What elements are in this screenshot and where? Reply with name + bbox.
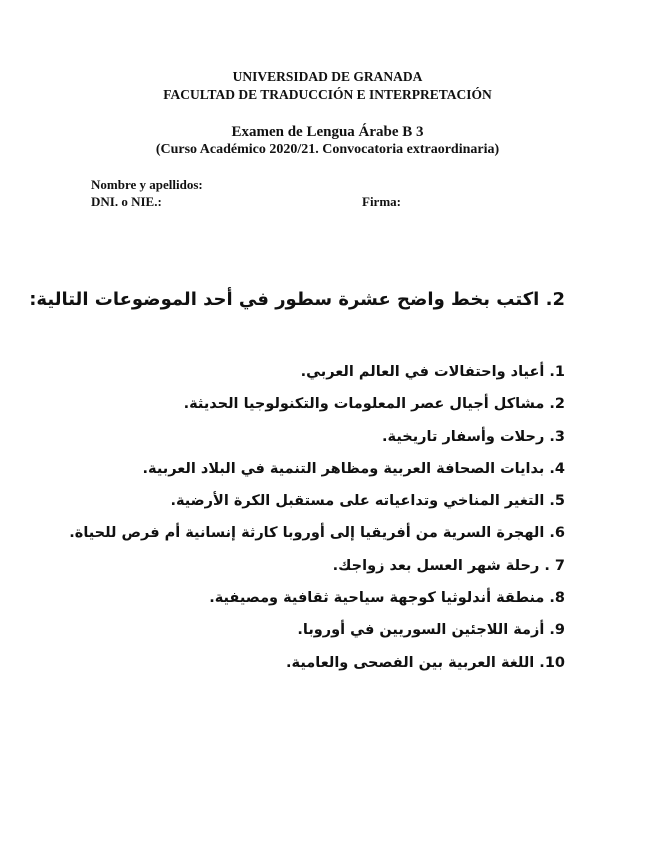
topic-list [69, 356, 565, 679]
signature-field-label: Firma: [362, 194, 401, 209]
id-field-label: DNI. o NIE.: [91, 194, 162, 209]
topic-item: 9. أزمة اللاجئين السوريين في أوروبا. [297, 622, 565, 639]
topic-item: 4. بدايات الصحافة العربية ومظاهر التنمية في البلاد العربية. [142, 460, 565, 477]
name-field-label: Nombre y apellidos: [91, 177, 203, 192]
writing-instruction: 2. اكتب بخط واضح عشرة سطور في أحد الموضوعات التالية: [29, 289, 565, 310]
topic-item: 8. منطقة أندلوثيا كوجهة سياحية ثقافية ومصيفية. [209, 590, 565, 607]
topic-item: 2. مشاكل أجيال عصر المعلومات والتكنولوجيا الحديثة. [183, 396, 565, 413]
university-name: UNIVERSIDAD DE GRANADA [232, 69, 423, 84]
topic-item: 7 . رحلة شهر العسل بعد زواجك. [332, 557, 565, 574]
topic-item: 10. اللغة العربية بين الفصحى والعامية. [286, 654, 565, 671]
course-info: (Curso Académico 2020/21. Convocatoria extraordinaria) [155, 142, 500, 157]
topic-item: 5. التغير المناخي وتداعياته على مستقبل الكرة الأرضية. [170, 493, 565, 510]
exam-title: Examen de Lengua Árabe B 3 [231, 124, 424, 140]
topic-item: 1. أعياد واحتفالات في العالم العربي. [300, 364, 565, 380]
faculty-name: FACULTAD DE TRADUCCIÓN E INTERPRETACIÓN [163, 87, 492, 102]
topic-item: 3. رحلات وأسفار تاريخية. [382, 428, 565, 445]
topic-item: 6. الهجرة السرية من أفريقيا إلى أوروبا كارثة إنسانية أم فرص للحياة. [69, 525, 565, 542]
